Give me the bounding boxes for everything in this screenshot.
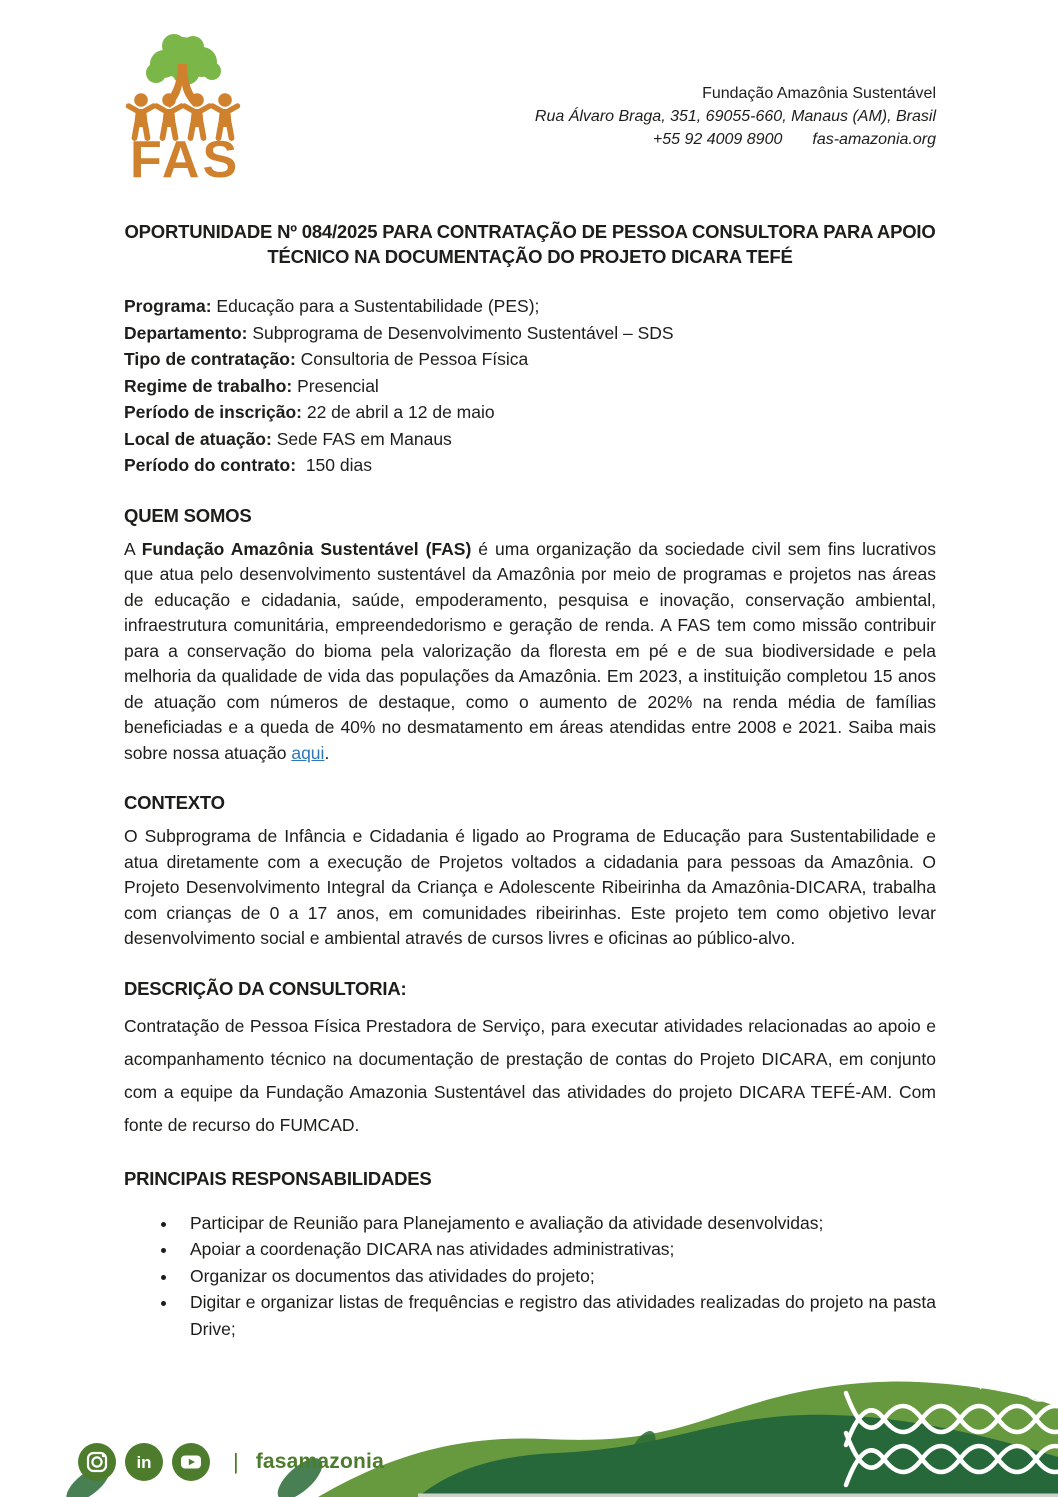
detail-row-programa [124,293,936,320]
detail-row-local-atuacao [124,426,936,453]
detail-value: Presencial [297,375,379,396]
fas-logo [124,30,244,185]
detail-label: Período do contrato: [124,455,297,475]
fas-logo-icon [124,30,244,180]
responsibilities-list [124,1210,936,1343]
org-contact [535,128,936,151]
fas-logo-text: FAS [130,131,241,180]
svg-text:in: in [136,1453,152,1472]
section-responsabilidades [124,1168,936,1343]
org-address: Rua Álvaro Braga, 351, 69055-660, Manaus (AM), Brasil [534,108,936,125]
descricao-paragraph: Contratação de Pessoa Física Prestadora de Serviço, para executar atividades relacionadas ao apoio e acompanhamento técnico na documentação de prestação de contas do Projeto DICARA, em conjunto com a equipe da Fundação Amazonia Sustentável das atividades do projeto DICARA TEFÉ-AM. Com fonte de recurso do FUMCAD. [124,1015,936,1135]
details-list [124,293,936,479]
detail-label: Local de atuação: [124,428,272,449]
detail-value: Sede FAS em Manaus [276,428,452,449]
footer [0,1357,1058,1497]
detail-label: Departamento: [124,322,248,343]
detail-label: Programa: [124,296,212,316]
header [124,30,936,185]
detail-row-regime-trabalho [124,373,936,400]
list-item: • Participar de Reunião para Planejamento e avaliação da atividade desenvolvidas; [178,1210,936,1237]
detail-row-departamento [124,320,936,347]
org-website: fas-amazonia.org [812,131,936,148]
org-phone: +55 92 4009 8900 [652,131,783,148]
youtube-icon[interactable] [172,1443,210,1481]
detail-label: Tipo de contratação: [124,349,296,369]
detail-row-tipo-contratacao [124,346,936,373]
detail-value: Consultoria de Pessoa Física [300,349,529,369]
detail-label: Período de inscrição: [124,402,302,422]
section-quem-somos [124,505,936,767]
header-info [535,82,936,151]
detail-row-periodo-inscricao [124,399,936,426]
detail-row-periodo-contrato [124,452,936,479]
section-heading-descricao: DESCRIÇÃO DA CONSULTORIA: [124,977,407,999]
footer-separator: | [233,1449,239,1474]
paragraph-text: é uma organização da sociedade civil sem fins lucrativos que atua pelo desenvolvimento sustentável da Amazônia por meio de programas e projetos nas áreas de educação e cidadania, saúde, empoderamento, pesquisa e inovação, conservação ambiental, infraestrutura comunitária, empreendedorismo e geração de renda. A FAS tem como missão contribuir para a conservação do bioma pela valorização da floresta em pé e de sua biodiversidade e pela melhoria da qualidade de vida das populações da Amazônia. Em 2023, a instituição completou 15 anos de atuação com números de destaque, como o aumento de 202% na renda média de famílias beneficiadas e a queda de 40% no desmatamento em áreas atendidas entre 2008 e 2021. Saiba mais sobre nossa atuação [124,538,937,763]
list-item: • Organizar os documentos das atividades do projeto; [178,1263,936,1290]
section-heading-responsabilidades: PRINCIPAIS RESPONSABILIDADES [124,1167,432,1189]
footer-social-row [78,1443,384,1481]
contexto-paragraph: O Subprograma de Infância e Cidadania é ligado ao Programa de Educação para Sustentabilidade e atua diretamente com a execução de Projetos voltados a cidadania para pessoas da Amazônia. O Projeto Desenvolvimento Integral da Criança e Adolescente Ribeirinha da Amazônia-DICARA, trabalha com crianças de 0 a 17 anos, em comunidades ribeirinhas. Este projeto tem como objetivo levar desenvolvimento social e ambiental através de cursos livres e oficinas ao público-alvo. [124,826,936,948]
paragraph-text: . [324,742,330,763]
instagram-icon[interactable] [78,1443,116,1481]
document-title: OPORTUNIDADE Nº 084/2025 PARA CONTRATAÇÃO DE PESSOA CONSULTORA PARA APOIO TÉCNICO NA DOCUMENTAÇÃO DO PROJETO DICARA TEFÉ [124,221,936,267]
linkedin-icon[interactable] [125,1443,163,1481]
quem-somos-paragraph [124,537,936,767]
section-heading-contexto: CONTEXTO [124,792,225,813]
paragraph-bold-text: Fundação Amazônia Sustentável (FAS) [141,538,472,559]
section-contexto [124,792,936,952]
list-item: • Digitar e organizar listas de frequências e registro das atividades realizadas do projeto na pasta Drive; [178,1289,936,1342]
footer-handle: fasamazonia [255,1450,384,1473]
detail-value: 150 dias [305,455,372,475]
section-descricao-consultoria [124,978,936,1142]
paragraph-text: A [124,538,142,559]
detail-label: Regime de trabalho: [124,375,293,396]
detail-value: Subprograma de Desenvolvimento Sustentável – SDS [252,322,674,343]
detail-value: Educação para a Sustentabilidade (PES); [216,296,540,316]
list-item: • Apoiar a coordenação DICARA nas atividades administrativas; [178,1236,936,1263]
aqui-link[interactable]: aqui [291,742,325,763]
detail-value: 22 de abril a 12 de maio [306,402,495,422]
section-heading-quem-somos: QUEM SOMOS [124,504,252,526]
org-name: Fundação Amazônia Sustentável [702,85,936,102]
